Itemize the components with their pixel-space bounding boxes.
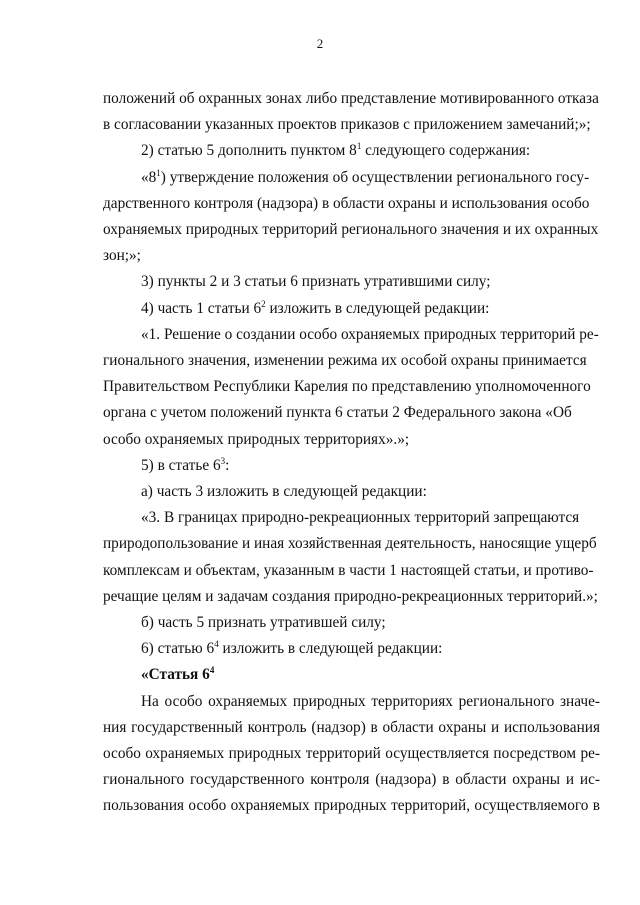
paragraph	[103, 322, 600, 453]
text-line: б) часть 5 признать утратившей силу;	[141, 614, 386, 632]
paragraph	[103, 165, 600, 270]
text-line: «8	[141, 168, 157, 186]
paragraph	[103, 296, 600, 322]
superscript: 2	[261, 298, 266, 309]
page-number: 2	[316, 36, 324, 51]
text-line: природопользование и иная хозяйственная деятельность, наносящие ущерб	[103, 535, 597, 553]
text-line: положений об охранных зонах либо представление мотивированного отказа	[103, 90, 599, 107]
text-line: особо охраняемых природных территориях».»;	[103, 430, 410, 448]
superscript: 4	[209, 665, 215, 676]
paragraph	[103, 505, 600, 610]
text-line: особо охраняемых природных территорий осуществляется посредством ре-	[103, 745, 600, 763]
text-line: органа с учетом положений пункта 6 статьи 2 Федерального закона «Об	[103, 404, 572, 422]
paragraph	[103, 479, 600, 505]
article-heading	[103, 662, 600, 688]
text-line: «3. В границах природно-рекреационных территорий запрещаются	[141, 509, 580, 527]
paragraph	[103, 689, 600, 820]
text-line: зон;»;	[103, 247, 141, 265]
superscript: 4	[214, 639, 219, 650]
text-line: :	[225, 456, 230, 474]
text-line: 3) пункты 2 и 3 статьи 6 признать утратившими силу;	[141, 273, 491, 291]
text-line: комплексам и объектам, указанным в части 1 настоящей статьи, и противо-	[103, 561, 594, 579]
text-line: Правительством Республики Карелия по представлению уполномоченного	[103, 378, 591, 396]
paragraph	[103, 453, 600, 479]
text-line: 6) статью 6	[141, 640, 215, 658]
text-line: пользования особо охраняемых природных территорий, осуществляемого в	[103, 797, 600, 815]
text-line: «1. Решение о создании особо охраняемых природных территорий ре-	[141, 325, 599, 343]
text-line: в согласовании указанных проектов приказов с приложением замечаний;»;	[103, 116, 591, 134]
text-line: следующего содержания:	[361, 142, 531, 160]
text-line: 4) часть 1 статьи 6	[141, 299, 262, 317]
paragraph	[103, 86, 600, 138]
text-line: «Статья 6	[141, 666, 210, 684]
text-line: а) часть 3 изложить в следующей редакции:	[141, 483, 427, 501]
paragraph	[103, 138, 600, 164]
superscript: 1	[156, 167, 161, 178]
text-line: речащие целям и задачам создания природно-рекреационных территорий.»;	[103, 587, 598, 605]
paragraph	[103, 636, 600, 662]
paragraph	[103, 610, 600, 636]
text-line: изложить в следующей редакции:	[265, 299, 490, 317]
text-line: дарственного контроля (надзора) в области охраны и использования особо	[103, 194, 590, 212]
document-body	[103, 86, 600, 820]
text-line: ния государственный контроль (надзор) в области охраны и использования	[103, 718, 600, 736]
text-line: изложить в следующей редакции:	[218, 640, 443, 658]
text-line: 2) статью 5 дополнить пунктом 8	[141, 142, 357, 160]
superscript: 3	[220, 455, 226, 466]
text-line: ) утверждение положения об осуществлении регионального госу-	[160, 168, 590, 186]
text-line: охраняемых природных территорий регионального значения и их охранных	[103, 221, 599, 239]
text-line: 5) в статье 6	[141, 456, 221, 474]
text-line: На особо охраняемых природных территориях регионального значе-	[141, 692, 600, 710]
superscript: 1	[356, 141, 362, 152]
text-line: гионального значения, изменении режима их особой охраны принимается	[103, 352, 587, 370]
paragraph	[103, 269, 600, 295]
text-line: гионального государственного контроля (надзора) в области охраны и ис-	[103, 771, 600, 789]
